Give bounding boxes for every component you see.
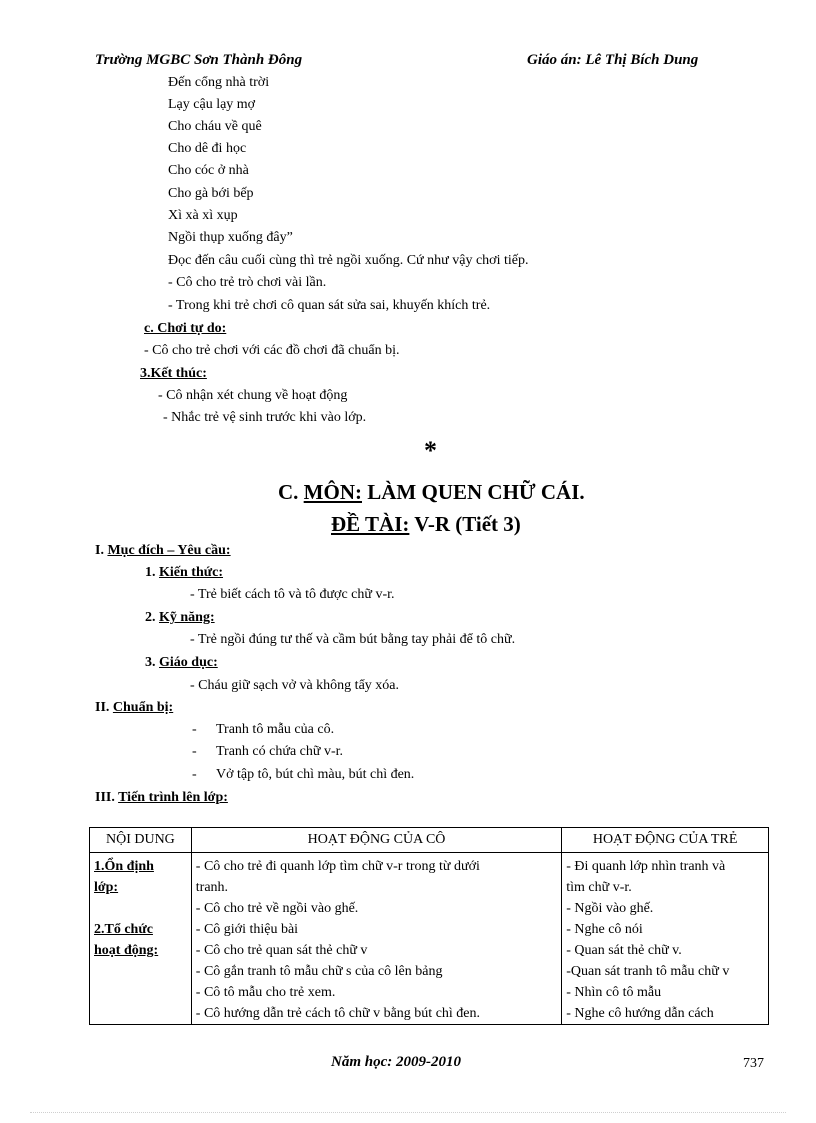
knowledge-text: - Trẻ biết cách tô và tô được chữ v-r.	[190, 587, 395, 602]
game-note: - Cô cho trẻ trò chơi vài lần.	[168, 275, 327, 290]
process-num: III.	[95, 790, 119, 805]
process-heading	[95, 788, 228, 808]
teacher-activity: - Cô tô mẫu cho trẻ xem.	[195, 985, 336, 1000]
child-activity: - Nhìn cô tô mẫu	[566, 985, 662, 1000]
subject-label: MÔN:	[303, 480, 362, 504]
skills-heading	[145, 608, 215, 628]
teacher-activity: - Cô giới thiệu bài	[195, 922, 299, 937]
content-item: 2.Tổ chức	[94, 922, 153, 937]
objectives-num: I.	[95, 543, 108, 558]
prep-item: Tranh tô mẫu của cô.	[216, 722, 335, 737]
education-text: - Cháu giữ sạch vở và không tẩy xóa.	[190, 678, 400, 693]
preparation-label: Chuẩn bị:	[112, 700, 174, 715]
table-header-child: HOẠT ĐỘNG CỦA TRẺ	[562, 828, 769, 853]
topic-text: V-R (Tiết 3)	[409, 512, 521, 536]
objectives-heading	[95, 541, 231, 561]
objectives-label: Mục đích – Yêu cầu:	[107, 543, 231, 558]
table-header-row	[90, 828, 769, 853]
preparation-heading	[95, 698, 173, 718]
content-item: 1.Ổn định	[94, 859, 154, 874]
child-activity: - Đi quanh lớp nhìn tranh và	[566, 859, 726, 874]
child-activity: tìm chữ v-r.	[566, 880, 632, 895]
knowledge-heading	[145, 563, 223, 583]
knowledge-num: 1.	[145, 565, 159, 580]
subject-prefix: C.	[278, 480, 304, 504]
content-cell	[90, 853, 192, 1025]
teacher-activity: - Cô cho trẻ về ngồi vào ghế.	[195, 901, 359, 916]
poem-line: Cho cóc ở nhà	[168, 163, 249, 178]
poem-line: Xì xà xì xụp	[168, 208, 238, 223]
footer-year: Năm học: 2009-2010	[331, 1054, 461, 1070]
child-activity: -Quan sát tranh tô mẫu chữ v	[566, 964, 730, 979]
child-activity: - Nghe cô hướng dẫn cách	[566, 1006, 714, 1021]
process-label: Tiến trình lên lớp:	[118, 790, 228, 805]
free-play-label: c. Chơi tự do:	[144, 321, 227, 336]
education-heading	[145, 653, 218, 673]
poem-line: Lạy cậu lạy mợ	[168, 97, 256, 112]
content-item: lớp:	[94, 880, 119, 895]
skills-num: 2.	[145, 610, 159, 625]
teacher-activity: - Cô cho trẻ đi quanh lớp tìm chữ v-r trong từ dưới	[195, 859, 480, 874]
teacher-activity: - Cô hướng dẫn trẻ cách tô chữ v bằng bút chì đen.	[195, 1006, 481, 1021]
prep-bullet: -	[192, 744, 197, 759]
poem-line: Cho dê đi học	[168, 141, 247, 156]
prep-bullet: -	[192, 767, 197, 782]
education-num: 3.	[145, 655, 159, 670]
ending-item: - Cô nhận xét chung về hoạt động	[158, 388, 348, 403]
child-activity: - Ngồi vào ghế.	[566, 901, 654, 916]
knowledge-label: Kiến thức:	[159, 565, 224, 580]
poem-line: Cho gà bới bếp	[168, 186, 254, 201]
skills-label: Kỹ năng:	[159, 610, 215, 625]
teacher-cell	[191, 853, 561, 1025]
topic-label: ĐỀ TÀI:	[331, 512, 410, 536]
subject-text: LÀM QUEN CHỮ CÁI.	[362, 480, 585, 504]
game-note: - Trong khi trẻ chơi cô quan sát sửa sai, khuyến khích trẻ.	[168, 298, 491, 313]
divider-star: *	[424, 436, 437, 465]
poem-line: Ngồi thụp xuống đây”	[168, 230, 293, 245]
ending-item: - Nhắc trẻ vệ sinh trước khi vào lớp.	[163, 410, 367, 425]
game-note: Đọc đến câu cuối cùng thì trẻ ngồi xuống. Cứ như vậy chơi tiếp.	[168, 253, 529, 268]
teacher-activity: - Cô gắn tranh tô mẫu chữ s của cô lên bảng	[195, 964, 443, 979]
child-cell	[562, 853, 769, 1025]
education-label: Giáo dục:	[159, 655, 218, 670]
lesson-subject	[278, 480, 585, 505]
prep-item: Vở tập tô, bút chì màu, bút chì đen.	[216, 767, 415, 782]
content-item: hoạt động:	[94, 943, 159, 958]
prep-bullet: -	[192, 722, 197, 737]
table-header-teacher: HOẠT ĐỘNG CỦA CÔ	[191, 828, 561, 853]
skills-text: - Trẻ ngồi đúng tư thế và cầm bút bằng tay phải để tô chữ.	[190, 632, 516, 647]
page-number: 737	[743, 1056, 764, 1071]
prep-item: Tranh có chứa chữ v-r.	[216, 744, 344, 759]
table-row	[90, 853, 769, 1025]
header-teacher: Giáo án: Lê Thị Bích Dung	[527, 52, 699, 68]
child-activity: - Nghe cô nói	[566, 922, 643, 937]
lesson-table	[89, 827, 769, 1025]
lesson-topic	[331, 512, 521, 537]
teacher-activity: tranh.	[195, 880, 229, 895]
footer-divider	[30, 1112, 786, 1113]
free-play-text: - Cô cho trẻ chơi với các đồ chơi đã chuẩn bị.	[144, 343, 400, 358]
child-activity: - Quan sát thẻ chữ v.	[566, 943, 682, 958]
poem-line: Đến cổng nhà trời	[168, 75, 270, 90]
ending-label: 3.Kết thúc:	[140, 366, 207, 381]
table-header-content: NỘI DUNG	[90, 828, 192, 853]
preparation-num: II.	[95, 700, 113, 715]
poem-line: Cho cháu về quê	[168, 119, 262, 134]
header-school: Trường MGBC Sơn Thành Đông	[95, 52, 303, 68]
teacher-activity: - Cô cho trẻ quan sát thẻ chữ v	[195, 943, 368, 958]
